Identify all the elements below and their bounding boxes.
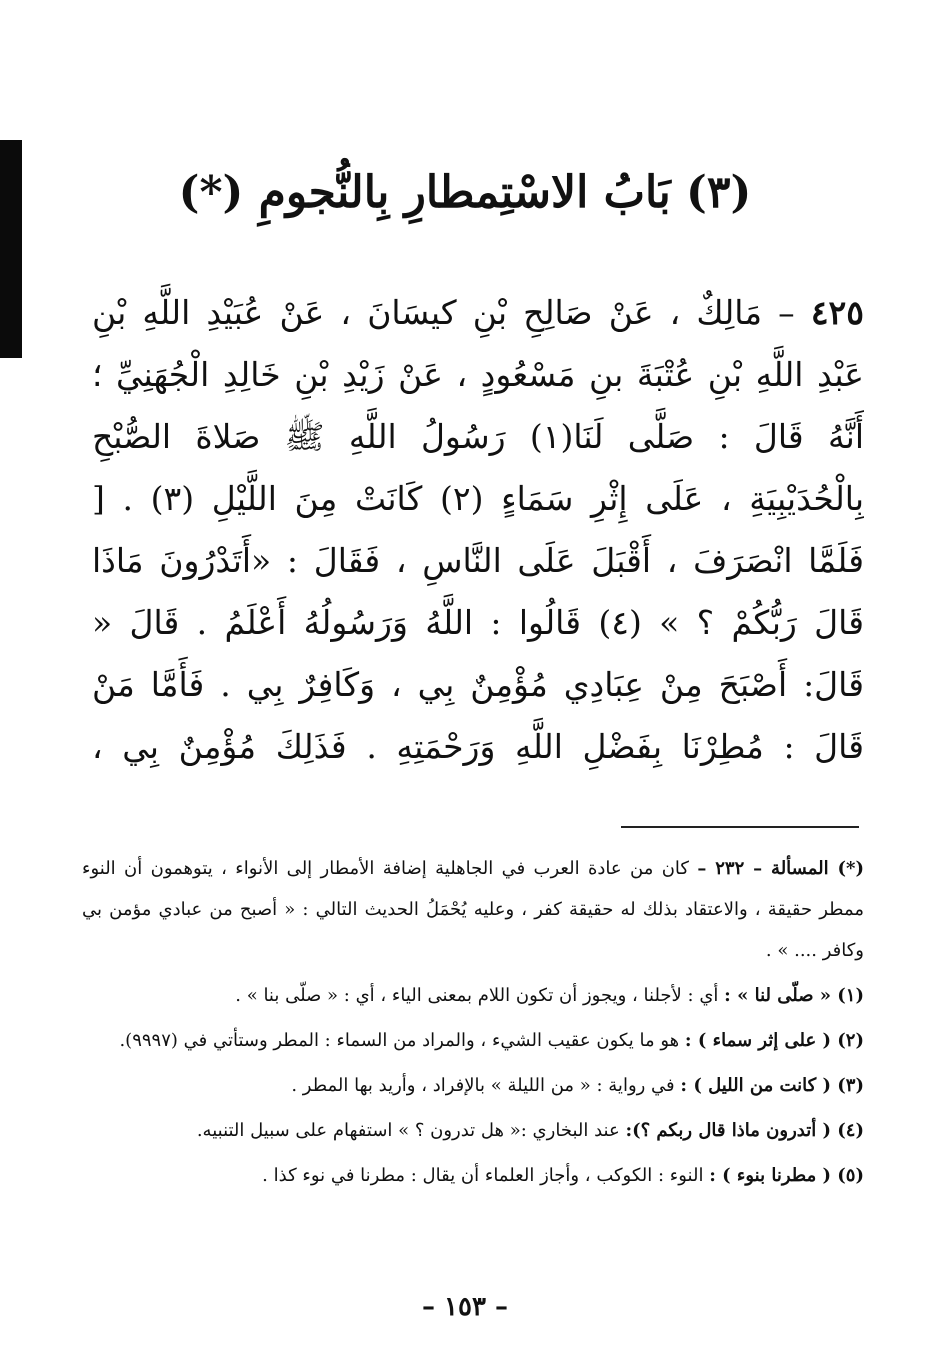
footnote-text: النوء : الكوكب ، وأجاز العلماء أن يقال : مطرنا في نوء كذا . (262, 1165, 704, 1186)
chapter-title: (٣) بَابُ الاسْتِمطارِ بِالنُّجومِ (*) (178, 167, 752, 219)
scan-edge-mark (0, 140, 22, 358)
footnote-label: (٥) ( مطرنا بنوء ) : (709, 1165, 864, 1186)
footnote-separator (621, 826, 859, 828)
footnote-label: (٢) ( على إثر سماء ) : (684, 1030, 864, 1051)
footnote-label: (*) المسألة – ٢٣٢ – (697, 858, 864, 879)
footnote-text: هو ما يكون عقيب الشيء ، والمراد من السماء : المطر وستأتي في (٩٩٩٧). (119, 1030, 680, 1051)
footnote-2 (82, 1020, 864, 1061)
hadith-text-block (92, 282, 864, 772)
footnote-label: (١) « صلّى لنا » : (724, 985, 864, 1006)
hadith-body-text: – مَالِكٌ ، عَنْ صَالِحِ بْنِ كيسَانَ ، عَنْ عُبَيْدِ اللَّهِ بْنِ عَبْدِ اللَّهِ بْنِ عُتْبَةَ بنِ مَسْعُودٍ ، عَنْ زَيْدِ بْنِ خَالِدِ الْجُهَنِيِّ ؛ أَنَّهُ قَالَ : صَلَّى لَنَا(١) رَسُولُ اللَّهِ ﷺ صَلاةَ الصُّبْحِ بِالْحُدَيْبِيَةِ ، عَلَى إِثْرِ سَمَاءٍ (٢) كَانَتْ مِنَ اللَّيْلِ (٣) . [ فَلَمَّا انْصَرَفَ ، أَقْبَلَ عَلَى النَّاسِ ، فَقَالَ : «أَتَدْرُونَ مَاذَا قَالَ رَبُّكُمْ ؟ » (٤) قَالُوا : اللَّهُ وَرَسُولُهُ أَعْلَمُ . قَالَ « قَالَ: أَصْبَحَ مِنْ عِبَادِي مُؤْمِنٌ بِي ، وَكَافِرٌ بِي . فَأَمَّا مَنْ قَالَ : مُطِرْنَا بِفَضْلِ اللَّهِ وَرَحْمَتِهِ . فَذَلِكَ مُؤْمِنٌ بِي ، (92, 293, 864, 766)
footnote-text: كان من عادة العرب في الجاهلية إضافة الأمطار إلى الأنواء ، يتوهمون أن النوء ممطر حقيقة ، والاعتقاد بذلك له حقيقة كفر ، وعليه يُحْمَلُ الحديث التالي : « أصبح من عبادي مؤمن بي وكافر .... » . (82, 858, 864, 961)
page-number: – ١٥٣ – (421, 1292, 509, 1322)
footnote-text: عند البخاري :« هل تدرون ؟ » استفهام على سبيل التنبيه. (196, 1120, 620, 1141)
footnote-text: في رواية : « من الليلة » بالإفراد ، وأريد بها المطر . (291, 1075, 675, 1096)
footnote-3 (82, 1065, 864, 1106)
hadith-number: ٤٢٥ (810, 293, 864, 332)
footnote-label: (٤) ( أتدرون ماذا قال ربكم ؟): (625, 1120, 864, 1141)
footnote-text: أي : لأجلنا ، ويجوز أن تكون اللام بمعنى الياء ، أي : « صلّى بنا » . (235, 985, 719, 1006)
footnote-main (82, 848, 864, 971)
footnote-4 (82, 1110, 864, 1151)
footnote-1 (82, 975, 864, 1016)
footnote-label: (٣) ( كانت من الليل ) : (680, 1075, 864, 1096)
footnote-5 (82, 1155, 864, 1196)
footnotes (82, 848, 864, 1200)
